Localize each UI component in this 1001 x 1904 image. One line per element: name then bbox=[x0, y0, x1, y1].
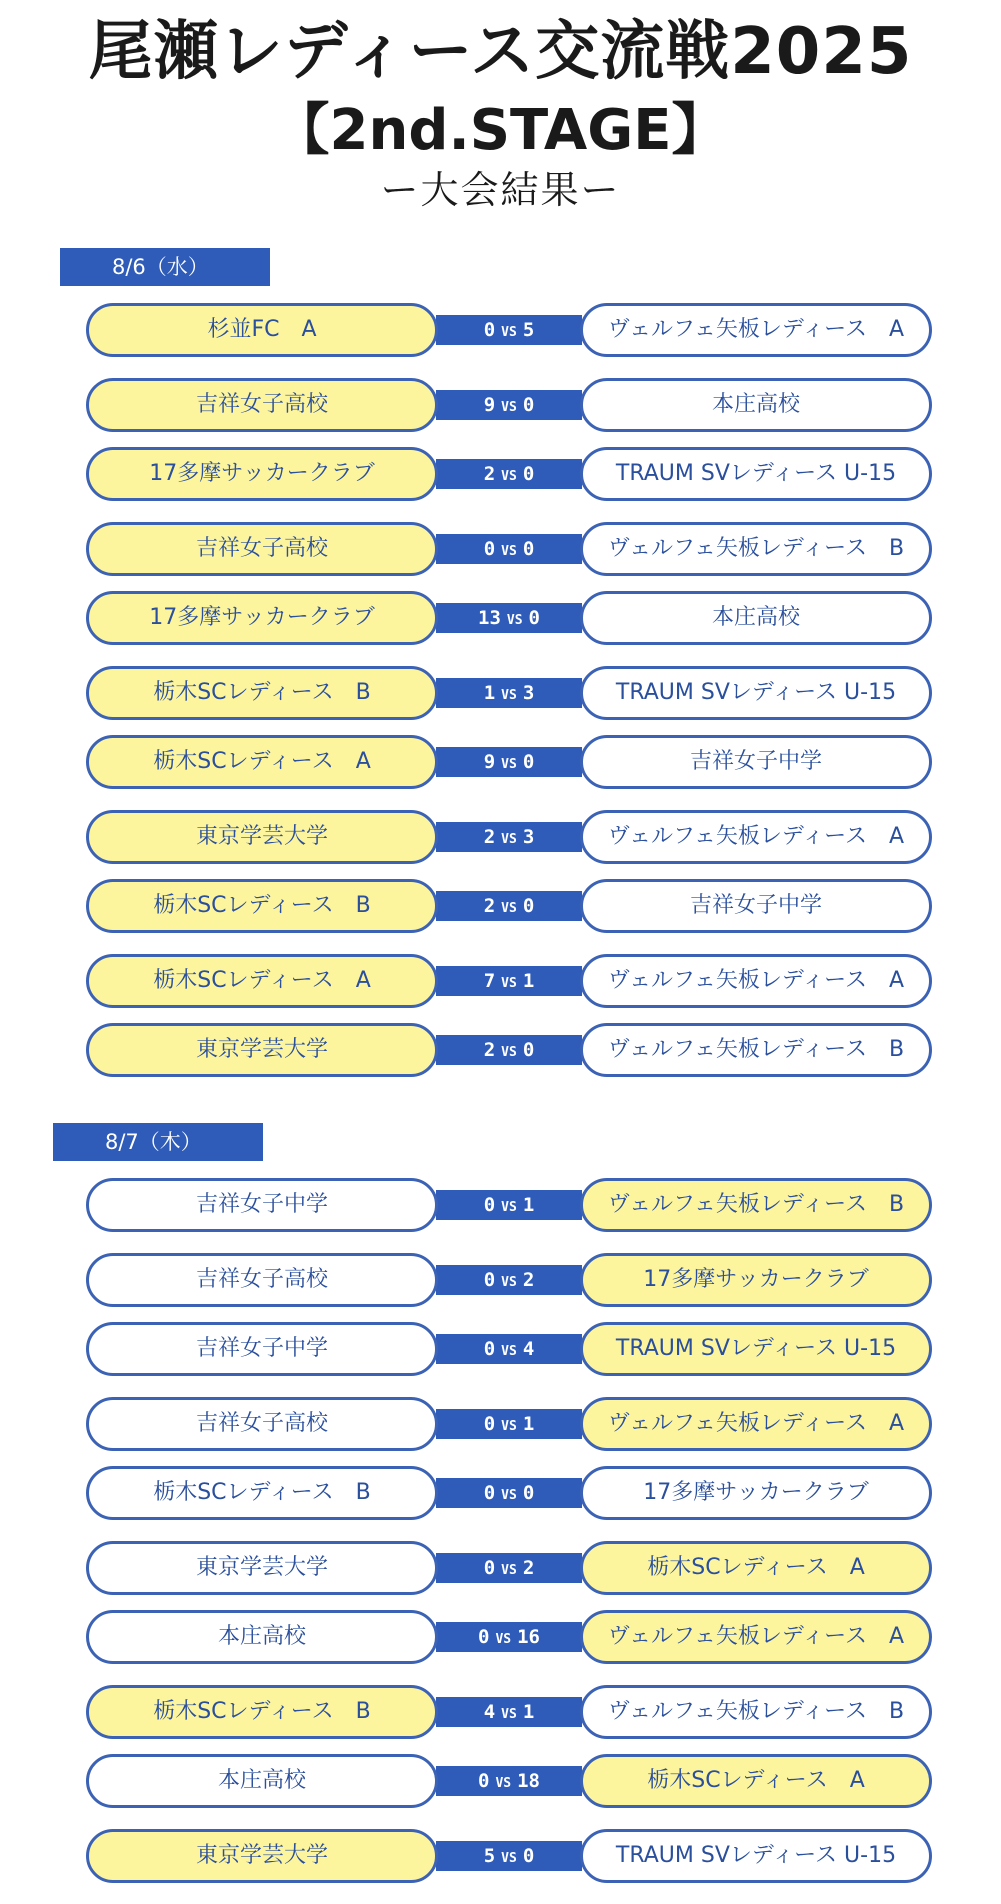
vs-label: VS bbox=[501, 688, 517, 703]
away-team: ヴェルフェ矢板レディース A bbox=[580, 1397, 932, 1451]
away-team: ヴェルフェ矢板レディース B bbox=[580, 1023, 932, 1077]
away-score: 3 bbox=[522, 682, 535, 704]
vs-label: VS bbox=[501, 1563, 517, 1578]
vs-label: VS bbox=[501, 976, 517, 991]
away-team: ヴェルフェ矢板レディース B bbox=[580, 1685, 932, 1739]
away-score: 2 bbox=[522, 1269, 535, 1291]
home-score: 0 bbox=[483, 1413, 496, 1435]
date-label: 8/6（水） bbox=[60, 248, 270, 286]
score-bar bbox=[436, 1697, 582, 1727]
home-score: 2 bbox=[483, 826, 496, 848]
away-score: 2 bbox=[522, 1557, 535, 1579]
home-team: 本庄高校 bbox=[86, 1754, 438, 1808]
home-team: 栃木SCレディース A bbox=[86, 954, 438, 1008]
score-bar bbox=[436, 1265, 582, 1295]
away-team: 栃木SCレディース A bbox=[580, 1541, 932, 1595]
away-score: 0 bbox=[522, 751, 535, 773]
vs-label: VS bbox=[501, 325, 517, 340]
score-bar bbox=[436, 747, 582, 777]
match-row bbox=[0, 1754, 1001, 1808]
match-row bbox=[0, 879, 1001, 933]
away-team: 栃木SCレディース A bbox=[580, 1754, 932, 1808]
match-row bbox=[0, 1466, 1001, 1520]
vs-label: VS bbox=[501, 1419, 517, 1434]
away-score: 1 bbox=[522, 1701, 535, 1723]
score-bar bbox=[436, 534, 582, 564]
vs-label: VS bbox=[495, 1632, 512, 1647]
home-score: 5 bbox=[483, 1845, 496, 1867]
home-team: 17多摩サッカークラブ bbox=[86, 447, 438, 501]
away-score: 16 bbox=[517, 1626, 540, 1648]
score-bar bbox=[436, 1766, 582, 1796]
away-score: 1 bbox=[522, 1413, 535, 1435]
home-team: 東京学芸大学 bbox=[86, 1541, 438, 1595]
home-score: 0 bbox=[483, 1557, 496, 1579]
vs-label: VS bbox=[501, 1045, 517, 1060]
match-row bbox=[0, 1178, 1001, 1232]
score-bar bbox=[436, 1622, 582, 1652]
score-bar bbox=[436, 390, 582, 420]
home-team: 吉祥女子高校 bbox=[86, 522, 438, 576]
home-team: 栃木SCレディース B bbox=[86, 1466, 438, 1520]
vs-label: VS bbox=[501, 400, 517, 415]
vs-label: VS bbox=[501, 901, 517, 916]
score-bar bbox=[436, 1478, 582, 1508]
vs-label: VS bbox=[501, 1707, 517, 1722]
match-row bbox=[0, 1253, 1001, 1307]
match-row bbox=[0, 1829, 1001, 1883]
match-row bbox=[0, 1541, 1001, 1595]
away-score: 0 bbox=[522, 895, 535, 917]
match-row bbox=[0, 1685, 1001, 1739]
date-label: 8/7（木） bbox=[53, 1123, 263, 1161]
away-score: 0 bbox=[522, 1482, 535, 1504]
match-row bbox=[0, 522, 1001, 576]
home-score: 2 bbox=[483, 1039, 496, 1061]
away-team: ヴェルフェ矢板レディース B bbox=[580, 1178, 932, 1232]
match-row bbox=[0, 303, 1001, 357]
match-row bbox=[0, 666, 1001, 720]
home-team: 杉並FC A bbox=[86, 303, 438, 357]
vs-label: VS bbox=[501, 757, 517, 772]
score-bar bbox=[436, 678, 582, 708]
score-bar bbox=[436, 891, 582, 921]
vs-label: VS bbox=[501, 1488, 517, 1503]
score-bar bbox=[436, 966, 582, 996]
home-score: 13 bbox=[478, 607, 501, 629]
away-team: TRAUM SVレディース U-15 bbox=[580, 666, 932, 720]
match-row bbox=[0, 378, 1001, 432]
away-score: 5 bbox=[522, 319, 535, 341]
home-score: 2 bbox=[483, 463, 496, 485]
score-bar bbox=[436, 315, 582, 345]
home-score: 0 bbox=[483, 1269, 496, 1291]
vs-label: VS bbox=[495, 1776, 512, 1791]
away-team: 本庄高校 bbox=[580, 591, 932, 645]
home-team: 吉祥女子高校 bbox=[86, 1253, 438, 1307]
vs-label: VS bbox=[501, 1851, 517, 1866]
away-team: TRAUM SVレディース U-15 bbox=[580, 447, 932, 501]
match-row bbox=[0, 1322, 1001, 1376]
match-row bbox=[0, 1397, 1001, 1451]
home-team: 東京学芸大学 bbox=[86, 1829, 438, 1883]
away-team: 本庄高校 bbox=[580, 378, 932, 432]
score-bar bbox=[436, 1334, 582, 1364]
away-team: ヴェルフェ矢板レディース A bbox=[580, 303, 932, 357]
score-bar bbox=[436, 1553, 582, 1583]
match-row bbox=[0, 447, 1001, 501]
vs-label: VS bbox=[501, 469, 517, 484]
away-score: 0 bbox=[522, 394, 535, 416]
away-score: 18 bbox=[517, 1770, 540, 1792]
home-team: 栃木SCレディース B bbox=[86, 1685, 438, 1739]
away-score: 0 bbox=[522, 538, 535, 560]
home-team: 吉祥女子中学 bbox=[86, 1178, 438, 1232]
vs-label: VS bbox=[501, 1200, 517, 1215]
match-row bbox=[0, 954, 1001, 1008]
away-score: 4 bbox=[522, 1338, 535, 1360]
score-bar bbox=[436, 1035, 582, 1065]
score-bar bbox=[436, 1841, 582, 1871]
home-score: 7 bbox=[483, 970, 496, 992]
match-row bbox=[0, 735, 1001, 789]
home-team: 吉祥女子高校 bbox=[86, 1397, 438, 1451]
vs-label: VS bbox=[501, 1275, 517, 1290]
home-team: 栃木SCレディース B bbox=[86, 879, 438, 933]
vs-label: VS bbox=[501, 832, 517, 847]
away-team: TRAUM SVレディース U-15 bbox=[580, 1322, 932, 1376]
home-score: 0 bbox=[478, 1770, 490, 1792]
away-team: ヴェルフェ矢板レディース A bbox=[580, 810, 932, 864]
away-team: ヴェルフェ矢板レディース A bbox=[580, 1610, 932, 1664]
vs-label: VS bbox=[501, 544, 517, 559]
away-team: 吉祥女子中学 bbox=[580, 735, 932, 789]
score-bar bbox=[436, 603, 582, 633]
home-team: 17多摩サッカークラブ bbox=[86, 591, 438, 645]
away-score: 0 bbox=[528, 607, 540, 629]
home-score: 1 bbox=[483, 682, 496, 704]
home-score: 2 bbox=[483, 895, 496, 917]
home-score: 9 bbox=[483, 394, 496, 416]
home-score: 0 bbox=[483, 1482, 496, 1504]
home-team: 吉祥女子中学 bbox=[86, 1322, 438, 1376]
vs-label: VS bbox=[501, 1344, 517, 1359]
score-bar bbox=[436, 1409, 582, 1439]
home-score: 4 bbox=[483, 1701, 496, 1723]
home-score: 0 bbox=[478, 1626, 490, 1648]
home-team: 栃木SCレディース B bbox=[86, 666, 438, 720]
away-score: 1 bbox=[522, 970, 535, 992]
match-row bbox=[0, 1023, 1001, 1077]
page-subtitle: ー大会結果ー bbox=[380, 168, 621, 212]
page-title: 尾瀬レディース交流戦2025 bbox=[88, 15, 913, 89]
away-team: 吉祥女子中学 bbox=[580, 879, 932, 933]
match-row bbox=[0, 1610, 1001, 1664]
home-score: 0 bbox=[483, 319, 496, 341]
home-team: 吉祥女子高校 bbox=[86, 378, 438, 432]
home-score: 0 bbox=[483, 1338, 496, 1360]
home-score: 9 bbox=[483, 751, 496, 773]
stage-title: 【2nd.STAGE】 bbox=[273, 98, 728, 163]
away-score: 0 bbox=[522, 1039, 535, 1061]
away-score: 0 bbox=[522, 463, 535, 485]
away-team: 17多摩サッカークラブ bbox=[580, 1466, 932, 1520]
home-team: 本庄高校 bbox=[86, 1610, 438, 1664]
away-team: 17多摩サッカークラブ bbox=[580, 1253, 932, 1307]
away-score: 1 bbox=[522, 1194, 535, 1216]
home-team: 東京学芸大学 bbox=[86, 1023, 438, 1077]
away-score: 0 bbox=[522, 1845, 535, 1867]
away-team: ヴェルフェ矢板レディース B bbox=[580, 522, 932, 576]
away-score: 3 bbox=[522, 826, 535, 848]
score-bar bbox=[436, 459, 582, 489]
score-bar bbox=[436, 1190, 582, 1220]
home-team: 栃木SCレディース A bbox=[86, 735, 438, 789]
home-score: 0 bbox=[483, 538, 496, 560]
vs-label: VS bbox=[506, 613, 523, 628]
away-team: TRAUM SVレディース U-15 bbox=[580, 1829, 932, 1883]
home-score: 0 bbox=[483, 1194, 496, 1216]
score-bar bbox=[436, 822, 582, 852]
match-row bbox=[0, 591, 1001, 645]
away-team: ヴェルフェ矢板レディース A bbox=[580, 954, 932, 1008]
match-row bbox=[0, 810, 1001, 864]
home-team: 東京学芸大学 bbox=[86, 810, 438, 864]
